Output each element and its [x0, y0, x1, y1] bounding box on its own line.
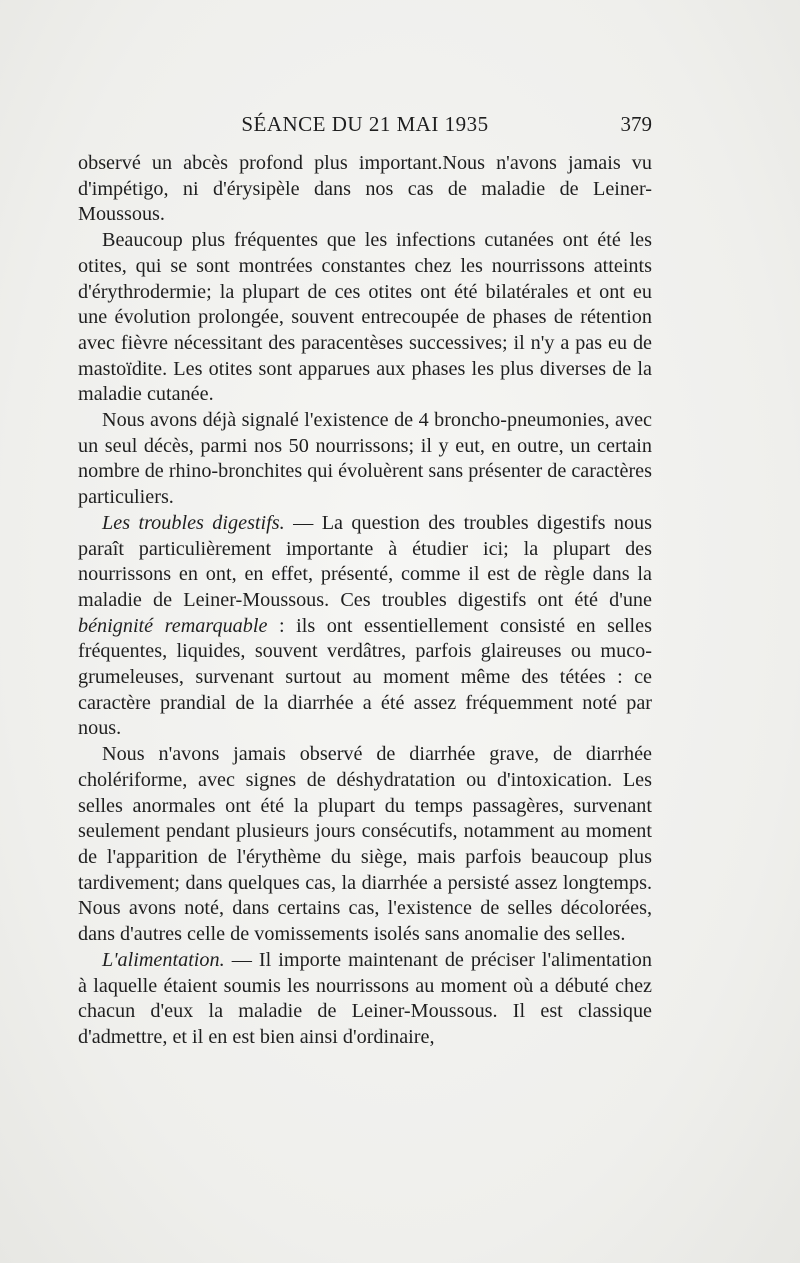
running-title: SÉANCE DU 21 MAI 1935 [241, 112, 489, 136]
paragraph-1-text: observé un abcès profond plus important.Nous n'avons jamais vu d'impétigo, ni d'érysipèle dans nos cas de maladie de Leiner-Moussous. [78, 152, 652, 226]
paragraph-2 [78, 228, 652, 408]
paragraph-4-text: — La question des troubles digestifs nous paraît particulièrement importante à étudier ici; la plupart des nourrissons en ont, en effet, présenté, comme il est de règle dans la maladie de Leiner-Moussous. Ces troubles digestifs ont été d'une [78, 511, 652, 611]
paragraph-5 [78, 742, 652, 948]
paragraph-6-text: — Il importe maintenant de préciser l'alimentation à laquelle étaient soumis les nourrissons au moment où a débuté chez chacun d'eux la maladie de Leiner-Moussous. Il est classique d'admettre, et il en est bien ainsi d'ordinaire, [78, 948, 652, 1048]
paragraph-3-text: Nous avons déjà signalé l'existence de 4 broncho-pneumonies, avec un seul décès, parmi nos 50 nourrissons; il y eut, en outre, un certain nombre de rhino-bronchites qui évoluèrent sans présenter de caractères particuliers. [78, 409, 652, 509]
paragraph-4-text-after: : ils ont essentiellement consisté en selles fréquentes, liquides, souvent verdâtres, parfois glaireuses ou muco-grumeleuses, survenant surtout au moment même des tétées : ce caractère prandial de la diarrhée a été assez fréquemment noté par nous. [78, 614, 652, 740]
section-heading-troubles-digestifs: Les troubles digestifs. [102, 511, 285, 534]
paragraph-1 [78, 151, 652, 228]
paragraph-4 [78, 511, 652, 742]
paragraph-3 [78, 408, 652, 511]
body-text [78, 151, 652, 1051]
paragraph-5-text: Nous n'avons jamais observé de diarrhée grave, de diarrhée cholériforme, avec signes de déshydratation ou d'intoxication. Les selles anormales ont été la plupart du temps passagères, survenant seulement pendant plusieurs jours consécutifs, notamment au moment de l'apparition de l'érythème du siège, mais parfois beaucoup plus tardivement; dans quelques cas, la diarrhée a persisté assez longtemps. Nous avons noté, dans certains cas, l'existence de selles décolorées, dans d'autres celle de vomissements isolés sans anomalie des selles. [78, 743, 652, 946]
running-head [78, 112, 652, 146]
section-heading-alimentation: L'alimentation. [102, 948, 225, 971]
page-number: 379 [620, 112, 652, 136]
paragraph-4-emphasis: bénignité remarquable [78, 614, 268, 637]
paragraph-2-text: Beaucoup plus fréquentes que les infections cutanées ont été les otites, qui se sont montrées constantes chez les nourrissons atteints d'érythrodermie; la plupart de ces otites ont été bilatérales et ont eu une évolution prolongée, souvent entrecoupée de phases de rétention avec fièvre nécessitant des paracentèses successives; il n'y a pas eu de mastoïdite. Les otites sont apparues aux phases les plus diverses de la maladie cutanée. [78, 229, 652, 406]
paragraph-6 [78, 948, 652, 1051]
